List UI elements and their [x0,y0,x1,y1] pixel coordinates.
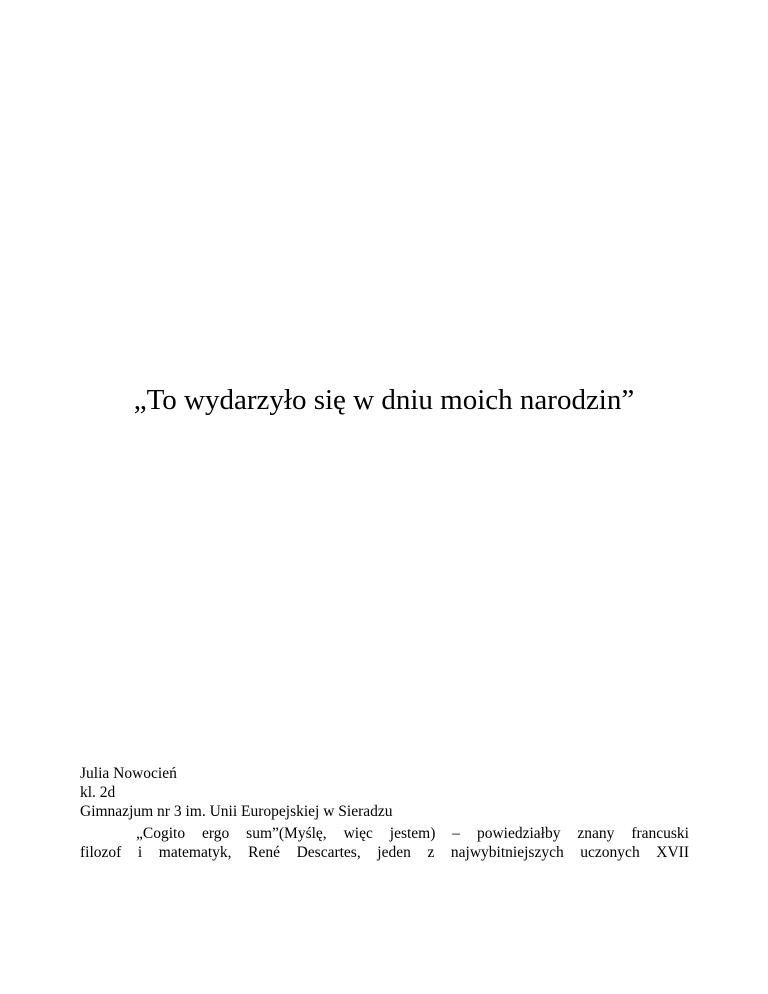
paragraph-line: „Cogito ergo sum”(Myślę, więc jestem) – powiedziałby znany francuski [136,825,689,842]
author-class: kl. 2d [80,784,116,801]
body-paragraph [80,824,689,862]
author-info [80,764,393,821]
author-name: Julia Nowocień [80,765,177,782]
author-school: Gimnazjum nr 3 im. Unii Europejskiej w Sieradzu [80,803,393,820]
paragraph-line: filozof i matematyk, René Descartes, jeden z najwybitniejszych uczonych XVII [80,844,689,861]
document-title: „To wydarzyło się w dniu moich narodzin” [133,384,635,416]
